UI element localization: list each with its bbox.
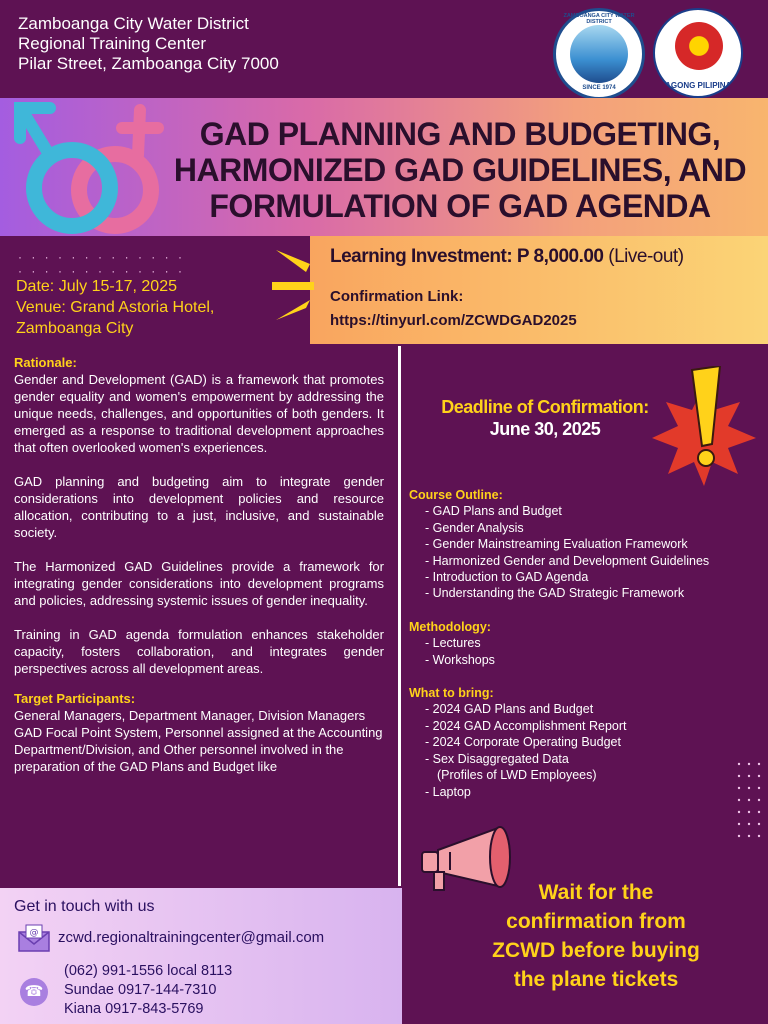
list-item: - Laptop: [425, 784, 471, 799]
rationale-paragraph: GAD planning and budgeting aim to integrate gender considerations into development policies and resource allocation, contributing to a just, inclusive, and sustainable society.: [14, 474, 384, 540]
list-item: - Harmonized Gender and Development Guidelines: [425, 553, 710, 568]
wait-line-4: the plane tickets: [513, 968, 679, 991]
contact-email[interactable]: zcwd.regionaltrainingcenter@gmail.com: [58, 929, 325, 946]
title-line-3: FORMULATION OF GAD AGENDA: [209, 188, 711, 224]
page-title: [160, 116, 760, 224]
alert-burst-icon: [648, 366, 760, 488]
event-info: [16, 276, 214, 339]
learning-investment: [330, 246, 684, 268]
methodology-list: [409, 635, 759, 668]
wait-notice: [445, 878, 747, 994]
organization-header: [18, 14, 279, 74]
decorative-dots-right: [735, 760, 767, 840]
org-center: Regional Training Center: [18, 34, 207, 53]
contact-phones: [64, 962, 232, 1019]
org-name: Zamboanga City Water District: [18, 14, 249, 33]
list-item: - Sex Disaggregated Data: [425, 751, 569, 766]
list-item: - GAD Plans and Budget: [425, 504, 562, 519]
deadline-date: June 30, 2025: [489, 419, 601, 439]
rationale-paragraph: Gender and Development (GAD) is a framework that promotes gender equality and women's empowerment by addressing the unique needs, challenges, and opportunities of both genders. It emerged as a response to traditional development approaches that often overlooked women's experiences.: [14, 372, 384, 455]
target-text: General Managers, Department Manager, Division Managers GAD Focal Point System, Personnel assigned at the Accounting Department/Division, and Other personnel involved in the preparation of the GAD Plans and Budget like: [14, 708, 383, 774]
water-district-since: SINCE 1974: [582, 85, 616, 91]
deadline-confirmation: [410, 396, 680, 440]
investment-note: (Live-out): [608, 246, 684, 267]
event-venue: Venue: Grand Astoria Hotel,: [16, 299, 215, 316]
event-venue-city: Zamboanga City: [16, 320, 134, 337]
water-district-logo-text: ZAMBOANGA CITY WATER DISTRICT: [563, 13, 635, 25]
list-item: - Gender Analysis: [425, 520, 524, 535]
list-item: - Understanding the GAD Strategic Framework: [425, 586, 685, 601]
water-district-logo: [553, 8, 645, 100]
list-item: - Gender Mainstreaming Evaluation Framework: [425, 537, 688, 552]
list-item: - Workshops: [425, 652, 495, 667]
wait-line-1: Wait for the: [538, 881, 654, 904]
what-to-bring-heading: What to bring:: [409, 686, 494, 701]
course-outline-list: [409, 503, 759, 601]
phone-number[interactable]: Sundae 0917-144-7310: [64, 982, 217, 998]
phone-icon: ☎: [20, 978, 48, 1006]
list-item: - 2024 Corporate Operating Budget: [425, 735, 621, 750]
what-to-bring-list: [409, 701, 759, 799]
svg-text:@: @: [29, 928, 39, 938]
rationale-paragraph: Training in GAD agenda formulation enhances stakeholder capacity, fosters collaboration, and integrates gender perspectives across all development areas.: [14, 627, 384, 676]
sunburst-icon: [270, 240, 320, 330]
confirmation-label: Confirmation Link:: [330, 288, 464, 305]
phone-number[interactable]: Kiana 0917-843-5769: [64, 1001, 204, 1017]
bagong-pilipinas-label: BAGONG PILIPINAS: [659, 81, 737, 90]
bagong-pilipinas-logo: [653, 8, 743, 98]
list-item: - 2024 GAD Plans and Budget: [425, 702, 594, 717]
event-date: Date: July 15-17, 2025: [16, 278, 177, 295]
rationale-paragraph: The Harmonized GAD Guidelines provide a framework for integrating gender considerations into development programs and policies, addressing systemic issues of gender inequality.: [14, 559, 384, 608]
title-line-2: HARMONIZED GAD GUIDELINES, AND: [173, 152, 747, 188]
rationale-section: [14, 354, 384, 775]
rationale-heading: Rationale:: [14, 355, 77, 370]
list-item: - Introduction to GAD Agenda: [425, 570, 589, 585]
deadline-label: Deadline of Confirmation:: [441, 397, 649, 417]
target-heading: Target Participants:: [14, 691, 136, 706]
email-icon: [18, 924, 50, 952]
list-item: - 2024 GAD Accomplishment Report: [425, 718, 627, 733]
wait-line-2: confirmation from: [506, 910, 686, 933]
org-address: Pilar Street, Zamboanga City 7000: [18, 54, 279, 73]
contact-heading: Get in touch with us: [14, 898, 155, 915]
course-outline-heading: Course Outline:: [409, 488, 503, 502]
methodology-heading: Methodology:: [409, 619, 491, 634]
title-line-1: GAD PLANNING AND BUDGETING,: [199, 116, 721, 152]
decorative-dots: · · · · · · · · · · · · · · · · · · · · · · · · · ·: [18, 250, 185, 278]
wait-line-3: ZCWD before buying: [492, 939, 700, 962]
phone-number[interactable]: (062) 991-1556 local 8113: [64, 963, 233, 979]
course-details: [409, 487, 759, 817]
list-item: - Lectures: [425, 636, 481, 651]
gender-symbol-icon: [10, 80, 180, 250]
column-divider: [398, 346, 401, 886]
confirmation-link[interactable]: https://tinyurl.com/ZCWDGAD2025: [330, 312, 577, 329]
investment-amount: Learning Investment: P 8,000.00: [330, 246, 604, 267]
list-item: (Profiles of LWD Employees): [437, 768, 597, 783]
